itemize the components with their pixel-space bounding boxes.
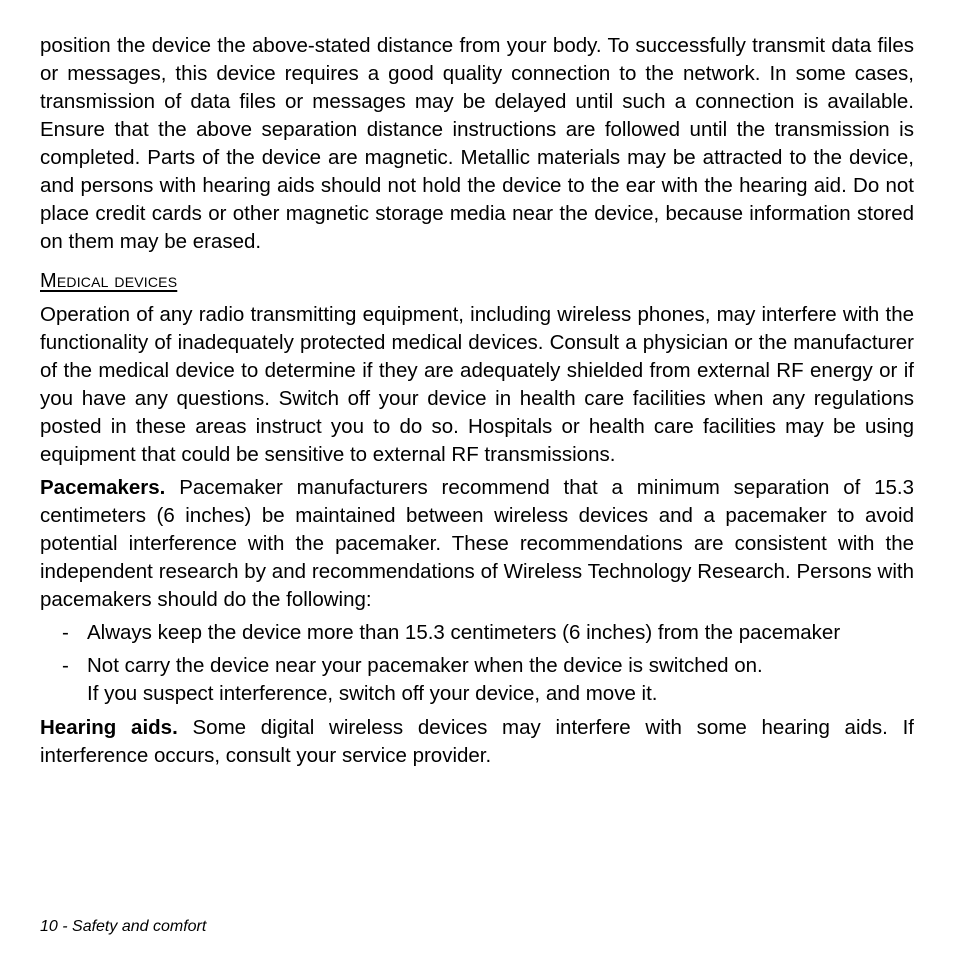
list-item bbox=[40, 652, 914, 708]
list-dash: - bbox=[62, 654, 69, 677]
intro-paragraph: position the device the above-stated distance from your body. To successfully transmit data files or messages, this device requires a good quality connection to the network. In some cases, transmission of data files or messages may be delayed until such a connection is available. Ensure that the above separation distance instructions are followed until the transmission is completed. Parts of the device are magnetic. Metallic materials may be attracted to the device, and persons with hearing aids should not hold the device to the ear with the hearing aid. Do not place credit cards or other magnetic storage media near the device, because information stored on them may be erased. bbox=[40, 34, 914, 253]
hearing-aids-paragraph bbox=[40, 714, 914, 770]
pacemaker-instructions-list bbox=[40, 619, 914, 708]
list-item-text: Always keep the device more than 15.3 centimeters (6 inches) from the pacemaker bbox=[87, 621, 841, 644]
list-item bbox=[40, 619, 914, 647]
list-item-text: Not carry the device near your pacemaker when the device is switched on. bbox=[87, 654, 763, 677]
document-page bbox=[40, 32, 914, 770]
medical-devices-paragraph: Operation of any radio transmitting equipment, including wireless phones, may interfere with the functionality of inadequately protected medical devices. Consult a physician or the manufacturer of the medical device to determine if they are adequately shielded from external RF energy or if you have any questions. Switch off your device in health care facilities when any regulations posted in these areas instruct you to do so. Hospitals or health care facilities may be using equipment that could be sensitive to external RF transmissions. bbox=[40, 303, 914, 466]
list-dash: - bbox=[62, 621, 69, 644]
pacemakers-label: Pacemakers. bbox=[40, 476, 166, 499]
page-footer: 10 - Safety and comfort bbox=[40, 918, 207, 935]
hearing-aids-text: Some digital wireless devices may interfere with some hearing aids. If interference occurs, consult your service provider. bbox=[40, 716, 914, 767]
section-heading-medical-devices: Medical devices bbox=[40, 270, 178, 292]
list-item-text-continued: If you suspect interference, switch off your device, and move it. bbox=[87, 682, 658, 705]
pacemakers-paragraph bbox=[40, 474, 914, 614]
pacemakers-text: Pacemaker manufacturers recommend that a minimum separation of 15.3 centimeters (6 inches) be maintained between wireless devices and a pacemaker to avoid potential interference with the pacemaker. These recommendations are consistent with the independent research by and recommendations of Wireless Technology Research. Persons with pacemakers should do the following: bbox=[40, 476, 914, 611]
hearing-aids-label: Hearing aids. bbox=[40, 716, 178, 739]
